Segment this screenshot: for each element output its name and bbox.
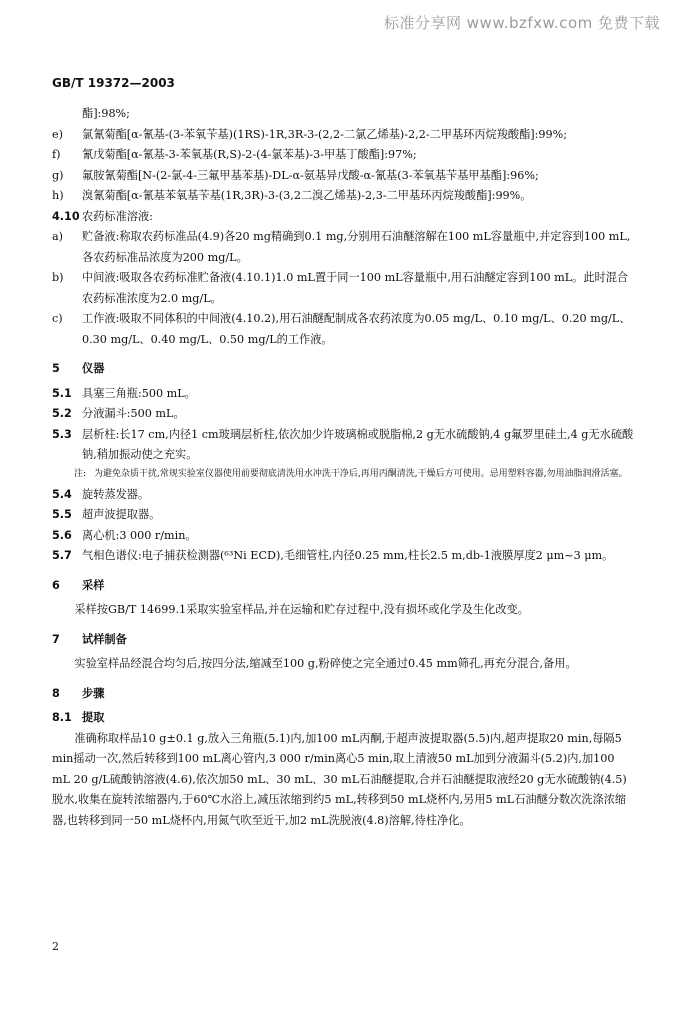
clause-number: 4.10 bbox=[52, 209, 80, 223]
clause-text: 旋转蒸发器。 bbox=[82, 487, 150, 501]
clause-text: 层析柱:长17 cm,内径1 cm玻璃层析柱,依次加少许玻璃棉或脱脂棉,2 g无水硫酸钠,4 g氟罗里硅土,4 g无水硫酸钠,稍加振动使之充实。 bbox=[82, 427, 634, 461]
section-7-heading bbox=[52, 630, 634, 651]
list-text: 氟胺氰菊酯[N-(2-氯-4-三氟甲基苯基)-DL-α-氨基异戊酸-α-氰基(3-苯氧基苄基甲基酯]:96%; bbox=[82, 168, 539, 182]
section-title: 采样 bbox=[82, 578, 105, 592]
list-item-g bbox=[52, 166, 634, 187]
list-label: e) bbox=[52, 127, 63, 141]
clause-5-6 bbox=[52, 526, 634, 547]
clause-number: 5.6 bbox=[52, 528, 72, 542]
section-title: 仪器 bbox=[82, 362, 105, 375]
section-number: 6 bbox=[52, 578, 60, 592]
list-label: h) bbox=[52, 189, 64, 202]
clause-number: 5.2 bbox=[52, 407, 72, 420]
section-8-heading bbox=[52, 684, 634, 705]
clause-number: 5.7 bbox=[52, 549, 72, 562]
note bbox=[52, 467, 634, 482]
clause-5-5 bbox=[52, 505, 634, 526]
list-item-b bbox=[52, 268, 634, 309]
clause-5-4 bbox=[52, 485, 634, 506]
list-item-c bbox=[52, 309, 634, 350]
list-label: f) bbox=[52, 148, 61, 161]
section-6-heading bbox=[52, 576, 634, 597]
list-text: 氯氰菊酯[α-氰基-(3-苯氧苄基)(1RS)-1R,3R-3-(2,2-二氯乙烯基)-2,2-二甲基环丙烷羧酸酯]:99%; bbox=[82, 127, 568, 141]
clause-5-2 bbox=[52, 404, 634, 425]
list-label: a) bbox=[52, 230, 64, 243]
clause-number: 5.1 bbox=[52, 386, 72, 400]
clause-number: 8.1 bbox=[52, 711, 72, 724]
list-text: 中间液:吸取各农药标准贮备液(4.10.1)1.0 mL置于同一100 mL容量瓶中,用石油醚定容到100 mL。此时混合农药标准浓度为2.0 mg/L。 bbox=[82, 271, 629, 305]
clause-4-10 bbox=[52, 207, 634, 228]
document-body bbox=[52, 104, 634, 831]
clause-title: 农药标准溶液: bbox=[82, 209, 153, 223]
section-6-paragraph: 采样按GB/T 14699.1采取实验室样品,并在运输和贮存过程中,没有损坏或化学及生化改变。 bbox=[74, 603, 529, 616]
list-label: c) bbox=[52, 312, 63, 325]
clause-text: 分液漏斗:500 mL。 bbox=[82, 407, 185, 420]
list-text: 贮备液:称取农药标准品(4.9)各20 mg精确到0.1 mg,分别用石油醚溶解在100 mL容量瓶中,并定容到100 mL,各农药标准品浓度为200 mg/L。 bbox=[82, 230, 631, 264]
page-number: 2 bbox=[52, 940, 59, 953]
clause-text: 具塞三角瓶:500 mL。 bbox=[82, 386, 196, 400]
clause-number: 5.5 bbox=[52, 508, 72, 521]
section-number: 8 bbox=[52, 686, 60, 700]
list-text: 工作液:吸取不同体积的中间液(4.10.2),用石油醚配制成各农药浓度为0.05 mg/L、0.10 mg/L、0.20 mg/L、0.30 mg/L、0.40 mg/L、0.50 mg/L的工作液。 bbox=[82, 312, 631, 346]
list-item-a bbox=[52, 227, 634, 268]
section-title: 步骤 bbox=[82, 686, 105, 700]
list-text: 氰戊菊酯[α-氰基-3-苯氧基(R,S)-2-(4-氯苯基)-3-甲基丁酸酯]:97%; bbox=[82, 148, 417, 161]
section-8-1-paragraph: 准确称取样品10 g±0.1 g,放入三角瓶(5.1)内,加100 mL丙酮,于超声波提取器(5.5)内,超声提取20 min,每隔5 min摇动一次,然后转移到100 mL离心管内,3 000 r/min离心5 min,取上清液50 mL加到分液漏斗(5.2)内,加100 mL 20 g/L硫酸钠溶液(4.6),依次加50 mL、30 mL、30 mL石油醚提取,合并石油醚提取液经20 g无水硫酸钠(4.5)脱水,收集在旋转浓缩器内,于60℃水浴上,减压浓缩到约5 mL,转移到50 mL烧杯内,另用5 mL石油醚分数次洗涤浓缩器,也转移到同一50 mL烧杯内,用氮气吹至近干,加2 mL洗脱液(4.8)溶解,待柱净化。 bbox=[52, 731, 627, 827]
list-item-h bbox=[52, 186, 634, 207]
section-5-heading bbox=[52, 359, 634, 380]
list-item-f bbox=[52, 145, 634, 166]
note-label: 注: bbox=[74, 468, 87, 479]
list-label: g) bbox=[52, 168, 64, 182]
clause-title: 提取 bbox=[82, 711, 105, 724]
list-item-e bbox=[52, 125, 634, 146]
clause-text: 离心机:3 000 r/min。 bbox=[82, 528, 197, 542]
clause-5-1 bbox=[52, 384, 634, 405]
item-d-continuation: 酯]:98%; bbox=[82, 107, 130, 120]
clause-text: 气相色谱仪:电子捕获检测器(⁶³Ni ECD),毛细管柱,内径0.25 mm,柱长2.5 m,db-1液膜厚度2 μm~3 μm。 bbox=[82, 549, 614, 562]
list-text: 溴氰菊酯[α-氰基苯氧基苄基(1R,3R)-3-(3,2二溴乙烯基)-2,3-二甲基环丙烷羧酸酯]:99%。 bbox=[82, 189, 532, 202]
clause-text: 超声波提取器。 bbox=[82, 508, 161, 521]
watermark-text: 标准分享网 www.bzfxw.com 免费下载 bbox=[384, 14, 660, 32]
section-number: 5 bbox=[52, 362, 60, 375]
section-title: 试样制备 bbox=[82, 632, 127, 646]
clause-5-7 bbox=[52, 546, 634, 567]
clause-8-1 bbox=[52, 708, 634, 729]
section-number: 7 bbox=[52, 632, 60, 646]
clause-5-3 bbox=[52, 425, 634, 466]
clause-number: 5.3 bbox=[52, 427, 72, 441]
clause-number: 5.4 bbox=[52, 487, 72, 501]
standard-number-header: GB/T 19372—2003 bbox=[52, 76, 175, 90]
note-text: 为避免杂质干扰,常规实验室仪器使用前要彻底清洗用水冲洗干净后,再用丙酮清洗,干燥后方可使用。忌用塑料容器,勿用油脂润滑活塞。 bbox=[94, 468, 628, 479]
section-7-paragraph: 实验室样品经混合均匀后,按四分法,缩减至100 g,粉碎使之完全通过0.45 mm筛孔,再充分混合,备用。 bbox=[74, 657, 577, 670]
list-label: b) bbox=[52, 271, 64, 284]
